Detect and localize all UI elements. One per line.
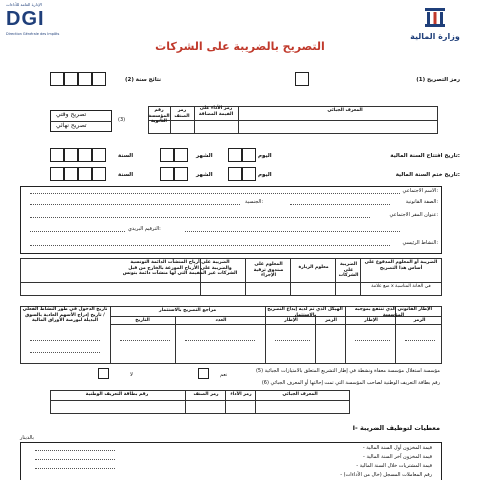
end-day-1[interactable]: [228, 167, 242, 181]
col-reference: مراجع التصريح بالاستثمار: [158, 308, 217, 313]
owner-col-vat: رمز الأداء: [230, 392, 252, 397]
col-legal-regime: الإطار القانوني الذي تنتفع بموجبه المؤسسة: [354, 307, 433, 318]
start-month-2[interactable]: [174, 148, 188, 162]
yes-checkbox[interactable]: [198, 368, 209, 379]
owner-id-question: رقم بطاقة التعريف الوطنية لصاحب المؤسسة التي تمت إحالتها أو المعرف الجبائي (6): [261, 380, 440, 386]
date-field[interactable]: [120, 340, 170, 341]
start-month-1[interactable]: [160, 148, 174, 162]
entry-date-field-2[interactable]: [30, 352, 100, 353]
postal-code-label: الترقيم البريدي:: [128, 226, 161, 232]
regime-col-paid: الضريبة أو المعلوم المدفوع على أساس هذا التصريح: [364, 260, 438, 271]
fiscal-start-label: تاريخ افتتاح السنة المالية:: [390, 153, 460, 159]
divider: [335, 258, 336, 296]
divider: [360, 258, 361, 296]
divider: [110, 324, 442, 325]
start-year-3[interactable]: [78, 148, 92, 162]
year-digit-2[interactable]: [64, 72, 78, 86]
dgi-logo-sub: Direction Générale des Impôts: [6, 32, 60, 36]
entry-date-field[interactable]: [30, 340, 100, 341]
owner-col-category: رمز الصنف: [193, 392, 219, 397]
number-field[interactable]: [185, 340, 255, 341]
col-date: التاريخ: [135, 318, 150, 323]
company-name-field[interactable]: [30, 193, 400, 194]
end-year-4[interactable]: [92, 167, 106, 181]
end-month-label: الشهر: [196, 172, 213, 178]
exemption-question: مؤسسة استغلال مؤسسة معفاة ونشطة في إطار التشريع المتعلق بالامتيازات الجبائية (5): [255, 368, 440, 374]
end-year-2[interactable]: [64, 167, 78, 181]
divider: [148, 120, 438, 121]
section-title: I- معطيات لتوظيف الضريبة: [352, 424, 440, 432]
fiscal-end-label: تاريخ ختم السنة المالية:: [395, 172, 460, 178]
unit-label: بالدينار: [20, 435, 34, 441]
legal-form-field[interactable]: [290, 204, 390, 205]
no-checkbox[interactable]: [98, 368, 109, 379]
divider: [20, 282, 442, 283]
col-number: العدد: [215, 318, 227, 323]
no-label: لا: [130, 372, 133, 378]
start-day-1[interactable]: [228, 148, 242, 162]
line-3: - قيمة المشتريات خلال السنة المالية: [356, 463, 432, 469]
year-digit-4[interactable]: [92, 72, 106, 86]
end-month-2[interactable]: [174, 167, 188, 181]
address-field[interactable]: [30, 217, 370, 218]
provisional-option[interactable]: تصريح وقتي: [56, 111, 87, 118]
ministry-logo-text: وزارة المالية: [410, 32, 460, 41]
dgi-logo: [6, 2, 66, 37]
line-4: - رقم المعاملات المسجل (خال من الأداءات): [340, 472, 432, 478]
end-year-label: السنة: [118, 172, 134, 178]
year-digit-3[interactable]: [78, 72, 92, 86]
declaration-code-box[interactable]: [295, 72, 309, 86]
start-year-label: السنة: [118, 153, 134, 159]
col-structure-framework: الإطار: [284, 318, 298, 323]
regime-col-is: الضريبة على الشركات: [338, 262, 359, 278]
structure-field[interactable]: [275, 340, 310, 341]
col-entry-date: تاريخ الدخول في طور النشاط الفعلي / تاريخ إدراج الأسهم العادية بالسوق البديلة لبورصة الأوراق المالية: [22, 307, 108, 323]
company-name-label: الاسم الاجتماعي:: [402, 188, 438, 194]
divider: [110, 306, 111, 364]
nationality-label: الجنسية:: [245, 199, 263, 205]
start-year-2[interactable]: [64, 148, 78, 162]
nationality-field[interactable]: [30, 204, 240, 205]
divider: [225, 390, 226, 414]
start-day-2[interactable]: [242, 148, 256, 162]
col-secondary: رقم المؤسسة الثانوية: [148, 108, 170, 124]
ministry-logo: [410, 6, 460, 41]
line-2-field[interactable]: [35, 459, 115, 460]
regime-col-branches: الضريبة على أرباح المنشآت الدائمة التونسية والضريبة على الأرباح الموزعة بالخارج من قبل الشركات غير المقيمة التي لها منشآت دائمة بتونس: [122, 260, 238, 276]
note-3: (3): [118, 117, 126, 123]
col-category: رمز الصنف: [174, 108, 190, 119]
ministry-emblem-icon: [423, 6, 447, 28]
legal-form-label: الصفة القانونية:: [405, 199, 438, 205]
framework-field[interactable]: [355, 340, 390, 341]
start-year-1[interactable]: [50, 148, 64, 162]
col-vat-code: رمز الأداء على القيمة المضافة: [198, 106, 234, 117]
divider: [290, 258, 291, 296]
col-structure: الهيكل الذي تم لديه إيداع التصريح بالاستثمار: [267, 307, 343, 318]
start-year-4[interactable]: [92, 148, 106, 162]
col-structure-code: الرمز: [325, 318, 337, 323]
regime-col-visit: معلوم الزيارة: [298, 265, 329, 270]
divider: [245, 258, 246, 296]
line-3-field[interactable]: [35, 468, 115, 469]
code-field[interactable]: [405, 340, 435, 341]
col-code: الرمز: [413, 318, 426, 323]
end-month-1[interactable]: [160, 167, 174, 181]
line-2: - قيمة المخزون آخر السنة المالية: [363, 454, 432, 460]
col-framework: الإطار: [364, 318, 378, 323]
dgi-logo-text: DGI: [6, 8, 45, 30]
final-option[interactable]: تصريح نهائي: [56, 122, 87, 129]
address-label: عنوان المقر الاجتماعي:: [389, 212, 438, 218]
address-field-2[interactable]: [185, 231, 400, 232]
end-day-label: اليوم: [258, 172, 272, 178]
end-year-3[interactable]: [78, 167, 92, 181]
owner-col-cin: رقم بطاقة التعريف الوطنية: [85, 392, 149, 397]
owner-col-tax-id: المعرف الجبائي: [282, 392, 318, 397]
col-tax-id: المعرف الجبائي: [327, 108, 363, 113]
divider: [185, 390, 186, 414]
regime-note: ضع علامة x في الخانة المناسبة: [371, 284, 431, 289]
postal-code-field[interactable]: [30, 231, 125, 232]
regime-col-fund: المعلوم على صندوق ترقية الإجراء: [253, 262, 284, 278]
identity-section: [20, 186, 442, 254]
end-year-1[interactable]: [50, 167, 64, 181]
start-day-label: اليوم: [258, 153, 272, 159]
line-1-field[interactable]: [35, 450, 115, 451]
activity-label: النشاط الرئيسي:: [402, 240, 438, 246]
declaration-code-label: رمز التصريح (1): [416, 77, 460, 83]
page-title: التصريح بالضريبة على الشركات: [155, 40, 325, 53]
result-year-label: نتائج سنة (2): [125, 77, 162, 83]
yes-label: نعم: [220, 372, 228, 378]
start-month-label: الشهر: [196, 153, 213, 159]
activity-field[interactable]: [30, 245, 390, 246]
dgi-logo-arabic: الإدارة العامة للأداءات: [6, 2, 42, 7]
end-day-2[interactable]: [242, 167, 256, 181]
year-digit-1[interactable]: [50, 72, 64, 86]
divider: [50, 400, 350, 401]
line-1: - قيمة المخزون أول السنة المالية: [362, 445, 432, 451]
divider: [255, 390, 256, 414]
